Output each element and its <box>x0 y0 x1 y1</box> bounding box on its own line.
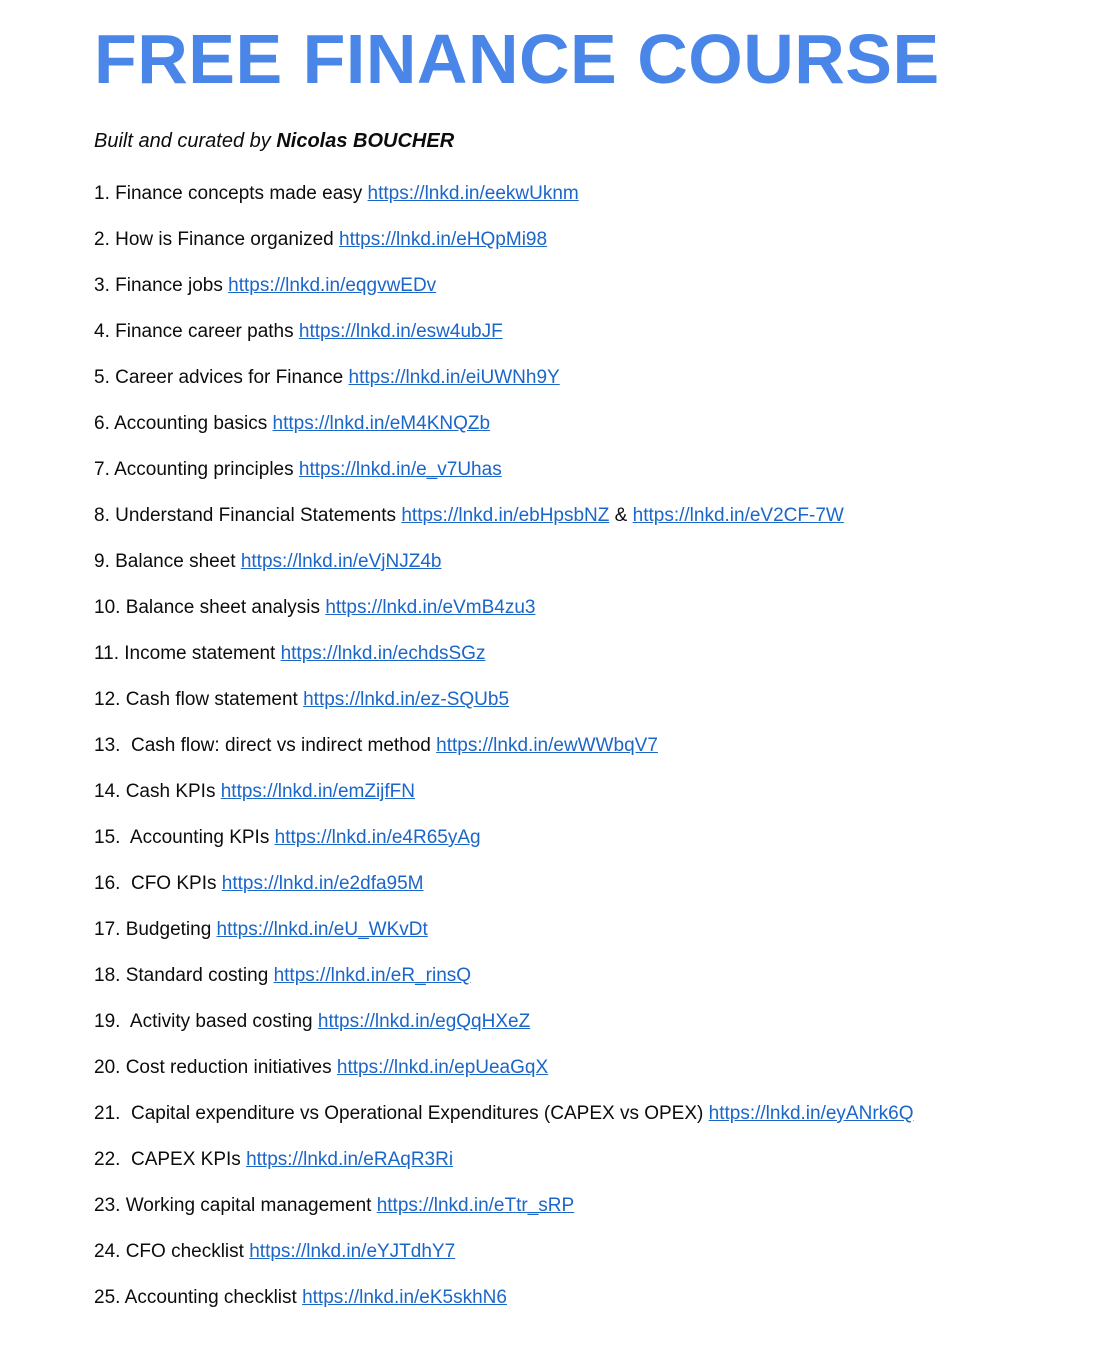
course-link[interactable]: https://lnkd.in/eHQpMi98 <box>339 229 548 250</box>
course-link[interactable]: https://lnkd.in/eiUWNh9Y <box>348 367 560 388</box>
item-label: 7. Accounting principles <box>94 459 299 480</box>
course-link[interactable]: https://lnkd.in/ebHpsbNZ <box>401 505 610 526</box>
list-item <box>94 965 1048 987</box>
course-link[interactable]: https://lnkd.in/emZijfFN <box>220 781 416 802</box>
list-item <box>94 1287 1048 1309</box>
list-item <box>94 597 1048 619</box>
list-item <box>94 643 1048 665</box>
item-label: 21. Capital expenditure vs Operational Expenditures (CAPEX vs OPEX) <box>94 1103 709 1124</box>
course-link[interactable]: https://lnkd.in/echdsSGz <box>280 643 486 664</box>
list-item <box>94 183 1048 205</box>
list-item <box>94 689 1048 711</box>
course-link[interactable]: https://lnkd.in/eV2CF-7W <box>632 505 844 526</box>
course-link[interactable]: https://lnkd.in/epUeaGqX <box>336 1057 549 1078</box>
list-item <box>94 229 1048 251</box>
item-label: 15. Accounting KPIs <box>94 827 275 848</box>
course-link[interactable]: https://lnkd.in/eYJTdhY7 <box>249 1241 456 1262</box>
course-link[interactable]: https://lnkd.in/e2dfa95M <box>221 873 424 894</box>
subtitle-prefix: Built and curated by <box>94 130 277 152</box>
item-label: 18. Standard costing <box>94 965 274 986</box>
subtitle <box>94 130 1048 153</box>
list-item <box>94 919 1048 941</box>
item-label: 4. Finance career paths <box>94 321 299 342</box>
list-item <box>94 413 1048 435</box>
list-item <box>94 367 1048 389</box>
item-label: 25. Accounting checklist <box>94 1287 303 1308</box>
course-link[interactable]: https://lnkd.in/eTtr_sRP <box>376 1195 575 1216</box>
item-label: 14. Cash KPIs <box>94 781 221 802</box>
subtitle-author: Nicolas BOUCHER <box>276 130 455 152</box>
item-label: 8. Understand Financial Statements <box>94 505 402 526</box>
item-label: 11. Income statement <box>94 643 281 664</box>
course-link[interactable]: https://lnkd.in/eVmB4zu3 <box>325 597 536 618</box>
list-item <box>94 827 1048 849</box>
item-label: 6. Accounting basics <box>94 413 273 434</box>
list-item <box>94 321 1048 343</box>
item-label: 19. Activity based costing <box>94 1011 318 1032</box>
course-link[interactable]: https://lnkd.in/esw4ubJF <box>298 321 503 342</box>
course-link[interactable]: https://lnkd.in/eyANrk6Q <box>708 1103 914 1124</box>
list-item <box>94 781 1048 803</box>
course-link[interactable]: https://lnkd.in/ez-SQUb5 <box>303 689 510 710</box>
item-label: 10. Balance sheet analysis <box>94 597 326 618</box>
list-item <box>94 551 1048 573</box>
item-label: 16. CFO KPIs <box>94 873 222 894</box>
course-link[interactable]: https://lnkd.in/eU_WKvDt <box>216 919 428 940</box>
item-label: 12. Cash flow statement <box>94 689 304 710</box>
list-item <box>94 1057 1048 1079</box>
item-label: 22. CAPEX KPIs <box>94 1149 247 1170</box>
list-item <box>94 873 1048 895</box>
course-list <box>94 183 1048 1309</box>
item-label: 5. Career advices for Finance <box>94 367 349 388</box>
item-label: 17. Budgeting <box>94 919 217 940</box>
list-item <box>94 275 1048 297</box>
course-link[interactable]: https://lnkd.in/e_v7Uhas <box>298 459 502 480</box>
list-item <box>94 505 1048 527</box>
course-link[interactable]: https://lnkd.in/eK5skhN6 <box>302 1287 507 1308</box>
course-link[interactable]: https://lnkd.in/eM4KNQZb <box>272 413 491 434</box>
item-label: 13. Cash flow: direct vs indirect method <box>94 735 437 756</box>
course-link[interactable]: https://lnkd.in/ewWWbqV7 <box>436 735 658 756</box>
page-title: FREE FINANCE COURSE <box>94 20 940 98</box>
item-label: 1. Finance concepts made easy <box>94 183 368 204</box>
list-item <box>94 1103 1048 1125</box>
item-label: 23. Working capital management <box>94 1195 377 1216</box>
course-link[interactable]: https://lnkd.in/eRAqR3Ri <box>246 1149 454 1170</box>
list-item <box>94 1195 1048 1217</box>
list-item <box>94 459 1048 481</box>
list-item <box>94 1011 1048 1033</box>
link-separator: & <box>609 505 633 526</box>
course-link[interactable]: https://lnkd.in/egQqHXeZ <box>317 1011 531 1032</box>
course-link[interactable]: https://lnkd.in/e4R65yAg <box>274 827 481 848</box>
list-item <box>94 735 1048 757</box>
item-label: 24. CFO checklist <box>94 1241 250 1262</box>
course-link[interactable]: https://lnkd.in/eR_rinsQ <box>273 965 472 986</box>
course-link[interactable]: https://lnkd.in/eekwUknm <box>367 183 579 204</box>
list-item <box>94 1149 1048 1171</box>
list-item <box>94 1241 1048 1263</box>
item-label: 2. How is Finance organized <box>94 229 340 250</box>
item-label: 9. Balance sheet <box>94 551 241 572</box>
item-label: 3. Finance jobs <box>94 275 229 296</box>
course-link[interactable]: https://lnkd.in/eVjNJZ4b <box>240 551 442 572</box>
course-link[interactable]: https://lnkd.in/eqgvwEDv <box>228 275 437 296</box>
item-label: 20. Cost reduction initiatives <box>94 1057 337 1078</box>
